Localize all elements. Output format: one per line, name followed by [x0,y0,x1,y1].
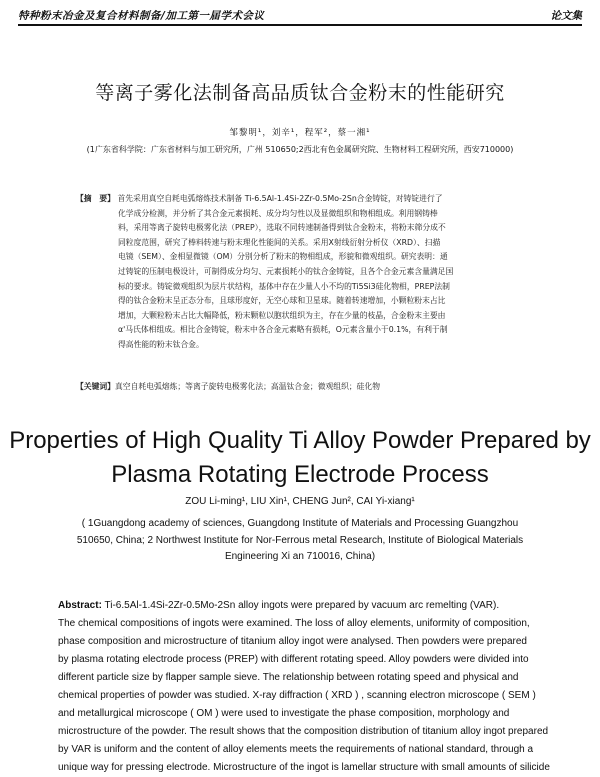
chinese-abstract-line: 标的要求。铸锭微观组织为层片状结构，基体中存在少量人小不均的Ti5Si3硅化物相，PREP法制 [118,281,450,291]
english-affiliation-line: 510650, China; 2 Northwest Institute for Nor-Ferrous metal Research, Institute of Biological Materials [76,534,524,546]
chinese-authors: 邹黎明¹，刘辛¹，程军²，蔡一湘¹ [229,128,371,138]
chinese-abstract-label: 【摘 要】 [76,194,115,203]
running-header [18,4,582,26]
chinese-keywords-text: 真空自耗电弧熔炼；等离子旋转电极雾化法；高温钛合金；微观组织；硅化物 [114,382,381,391]
chinese-abstract-line: 增加，大颗粒粉末占比大幅降低，粉末颗粒以胞状组织为主，存在少量的枝晶，合金粉末主要由 [118,310,446,320]
section-name: 论文集 [550,10,582,22]
chinese-abstract [76,192,542,353]
english-title-line: Properties of High Quality Ti Alloy Powder Prepared by [9,427,591,454]
chinese-abstract-line: 料，采用等离子旋转电极雾化法（PREP），选取不同转速制备得到钛合金粉末，将粉末筛分成不 [118,223,446,233]
english-title [0,424,600,492]
chinese-abstract-line: 得的钛合金粉末呈正态分布，且球形度好，无空心球和卫星球。随着转速增加，小颗粒粉末占比 [118,296,446,306]
english-abstract-line: microstructure of the powder. The result shows that the composition distribution of titanium alloy ingot prepared [58,726,549,737]
english-abstract-line: by VAR is uniform and the content of alloy elements meets the requirements of national standard, through a [58,744,534,755]
chinese-affiliation: (1广东省科学院：广东省材料与加工研究所，广州 510650;2西北有色金属研究院、生物材料工程研究所，西安710000) [86,145,514,154]
chinese-abstract-line: α'马氏体相组成。相比合金铸锭，粉末中各合金元素略有损耗，O元素含量小于0.1%，有利于制 [118,325,448,335]
journal-name: 特种粉末冶金及复合材料制备/加工第一届学术会议 [18,10,265,22]
chinese-abstract-line: 得高性能的粉末钛合金。 [118,339,204,349]
chinese-title: 等离子雾化法制备高品质钛合金粉末的性能研究 [95,82,505,104]
english-abstract-label: Abstract: [58,600,102,611]
english-abstract-line: and metallurgical microscope ( OM ) were used to investigate the phase composition, morphology and [58,708,510,719]
chinese-abstract-line: 化学成分检测，并分析了其合金元素损耗、成分均匀性以及显微组织和物相组成。利用钢铸棒 [118,208,438,218]
header-rule [18,24,582,26]
english-affiliation-line: ( 1Guangdong academy of sciences, Guangdong Institute of Materials and Processing Guangzhou [81,518,519,529]
english-abstract-line: The chemical compositions of ingots were examined. The loss of alloy elements, uniformity of composition, [58,618,530,629]
chinese-abstract-line: 同粒度范围，研究了棒料转速与粉末理化性能间的关系。采用X射线衍射分析仪（XRD）、扫描 [118,237,441,247]
english-affiliation [0,516,600,566]
english-title-line: Plasma Rotating Electrode Process [111,461,489,488]
chinese-abstract-line: 过铸锭的压制电极设计，可制得成分均匀、元素损耗小的钛合金铸锭，且各个合金元素含量满足国 [118,266,454,276]
chinese-keywords [76,381,542,392]
english-abstract-line: different particle size by flapper sample sieve. The relationship between rotating speed and physical and [58,672,519,683]
chinese-abstract-line: 【摘 要】 首先采用真空自耗电弧熔炼技术制备 Ti-6.5Al-1.4Si-2Zr-0.5Mo-2Sn合金铸锭，对铸锭进行了 [76,194,443,203]
english-authors: ZOU Li-ming¹, LIU Xin¹, CHENG Jun², CAI Yi-xiang¹ [185,496,415,507]
english-abstract-line: chemical properties of powder was studied. X-ray diffraction ( XRD ) , scanning electron microscope ( SEM ) [58,690,536,701]
english-abstract-line: phase composition and microstructure of titanium alloy ingot were analysed. Then powders were prepared [58,636,527,647]
english-abstract-line: by plasma rotating electrode process (PREP) with different rotating speed. Alloy powders were divided into [58,654,529,665]
english-abstract-line: unique way for pressing electrode. Microstructure of the ingot is lamellar structure with small amounts of silicide [58,762,550,773]
english-abstract-line: Abstract: Ti-6.5Al-1.4Si-2Zr-0.5Mo-2Sn alloy ingots were prepared by vacuum arc remelting (VAR). [58,600,500,611]
english-abstract [58,597,570,777]
chinese-abstract-line: 电镜（SEM）、金相显微镜（OM）分别分析了粉末的物相组成，形貌和微观组织。研究表明：通 [118,252,448,262]
chinese-keywords-label: 【关键词】 [76,382,115,391]
english-affiliation-line: Engineering Xi an 710016, China) [224,551,376,562]
